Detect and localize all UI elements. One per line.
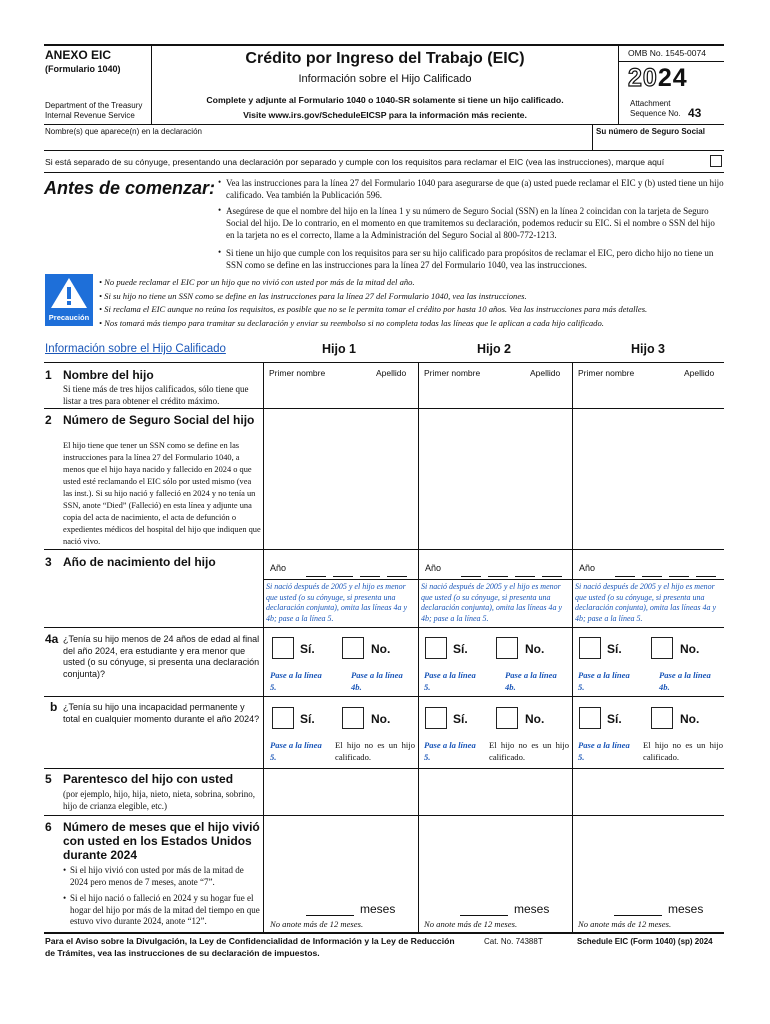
child-3-4a-yes-label: Sí. [607,642,622,656]
form-id: ANEXO EIC [45,48,112,62]
child-3-4b-yes-label: Sí. [607,712,622,726]
caution-box [45,274,93,326]
child-3-4a-yes-note: Pase a la línea 5. [578,670,630,692]
child-3-4a-no-label: No. [680,642,700,656]
child-3-months-field[interactable] [614,902,662,916]
bullet-dot: • [218,205,222,215]
child-2-4a-yes-checkbox[interactable] [425,637,447,659]
child-1-4b-no-label: No. [371,712,391,726]
caution-item-3: • Si reclama el EIC aunque no reúna los requisitos, es posible que no se le permita tomar el crédito por hasta 10 años. Vea las instrucciones para más detalles. [99,304,648,315]
child-2-4b-no-label: No. [525,712,545,726]
child-1-4b-yes-note: Pase a la línea 5. [270,740,322,762]
caution-list [99,276,725,330]
attachment-label: Attachment [630,99,671,108]
child-3-months-label: meses [668,902,704,916]
visit-instruction: Visite www.irs.gov/ScheduleEICSP para la información más reciente. [243,110,527,120]
line-5-title: Parentesco del hijo con usted [63,772,234,786]
footer-notice: Para el Aviso sobre la Divulgación, la Ley de Confidencialidad de Información y la Ley de Reducción de Trámites, vea las instrucciones de su declaración de impuestos. [45,936,455,958]
child-2-months-note: No anote más de 12 meses. [424,919,518,929]
child-2-4a-no-label: No. [525,642,545,656]
warning-icon [45,274,93,314]
child-3-ssn-field[interactable] [574,412,724,546]
line-2-title: Número de Seguro Social del hijo [63,413,255,427]
child-1-4a-no-checkbox[interactable] [342,637,364,659]
child-3-4a-no-checkbox[interactable] [651,637,673,659]
child-2-4a-yes-note: Pase a la línea 5. [424,670,476,692]
child-1-4a-yes-label: Sí. [300,642,315,656]
form-subid: (Formulario 1040) [45,64,121,74]
child-1-months-field[interactable] [306,902,354,916]
line-5-number: 5 [45,772,52,786]
bullet-dot: • [63,865,67,875]
child-1-4b-no-note: El hijo no es un hijo calificado. [335,740,415,762]
tax-year [628,64,688,93]
form-subtitle: Información sobre el Hijo Calificado [298,73,472,85]
child-2-4b-yes-checkbox[interactable] [425,707,447,729]
before-bullet-3: Si tiene un hijo que cumple con los requisitos para ser su hijo calificado para propósitos de reclamar el EIC, pero dicho hijo no tiene un SSN como se define en las instrucciones para la línea 27 del Formulario 1040, vea las instrucciones. [226,248,714,270]
child-2-last-name-label: Apellido [530,368,561,378]
dept-treasury: Department of the Treasury [45,101,143,110]
child-3-relationship-field[interactable] [574,772,724,812]
child-1-months-label: meses [360,902,396,916]
child-1-last-name-label: Apellido [376,368,407,378]
line-5-desc: (por ejemplo, hijo, hija, nieto, nieta, sobrina, sobrino, hijo de crianza elegible, etc.) [63,789,255,811]
line-2-number: 2 [45,413,52,427]
child-1-name-field[interactable] [265,380,416,406]
child-2-header: Hijo 2 [476,342,512,356]
footer-schedule: Schedule EIC (Form 1040) (sp) 2024 [577,937,713,946]
child-3-year-field[interactable] [615,563,719,577]
child-2-4b-no-note: El hijo no es un hijo calificado. [489,740,569,762]
omb-number: OMB No. 1545-0074 [628,48,706,58]
line-1-title: Nombre del hijo [63,368,154,382]
caution-item-1: • No puede reclamar el EIC por un hijo que no vivió con usted por más de la mitad del año. [99,277,415,287]
child-1-ssn-field[interactable] [265,412,416,546]
child-3-name-field[interactable] [574,380,724,406]
form-title: Crédito por Ingreso del Trabajo (EIC) [245,50,525,67]
line-3-number: 3 [45,555,52,569]
child-2-months-label: meses [514,902,550,916]
child-2-4b-yes-note: Pase a la línea 5. [424,740,476,762]
line-4b-number: b [50,700,58,714]
child-1-4b-no-checkbox[interactable] [342,707,364,729]
separated-checkbox[interactable] [710,155,722,167]
child-2-name-field[interactable] [420,380,570,406]
child-1-4b-yes-label: Sí. [300,712,315,726]
child-3-4b-no-label: No. [680,712,700,726]
child-1-4a-no-label: No. [371,642,391,656]
child-2-year-label: Año [425,563,442,573]
dept-irs: Internal Revenue Service [45,111,135,120]
child-2-relationship-field[interactable] [420,772,570,812]
child-3-first-name-label: Primer nombre [578,368,635,378]
child-3-4b-no-checkbox[interactable] [651,707,673,729]
child-2-first-name-label: Primer nombre [424,368,481,378]
sequence-number: 43 [688,106,702,120]
line-1-desc: Si tiene más de tres hijos calificados, sólo tiene que listar a tres para obtener el crédito máximo. [63,384,249,406]
child-3-4b-yes-note: Pase a la línea 5. [578,740,630,762]
line-2-desc: El hijo tiene que tener un SSN como se define en las instrucciones para la línea 27 del Formulario 1040, a menos que el hijo haya nacido y fallecido en 2024 o que usted esté reclamando el EIC sólo por usted mismo (vea las inst.). Si su hijo nació y falleció en 2024 y no tenía un SSN, anote “Died” (Falleció) en esta línea y adjunte una copia del acta de nacimiento, el acta de defunción o expedientes médicos del hospital del hijo que indiquen que nació vivo. [63,441,261,546]
child-2-line-3-note: Si nació después de 2005 y el hijo es menor que usted (o su cónyuge, si presenta una declaración conjunta), omita las líneas 4a y 4b; pase a la línea 5. [421,582,563,623]
child-3-months-note: No anote más de 12 meses. [578,919,672,929]
child-1-4a-yes-checkbox[interactable] [272,637,294,659]
names-label: Nombre(s) que aparece(n) en la declaración [45,127,202,136]
line-6-number: 6 [45,820,52,834]
bullet-dot: • [63,893,67,903]
ssn-label: Su número de Seguro Social [596,127,705,136]
line-4a-question: ¿Tenía su hijo menos de 24 años de edad al final del año 2024, era estudiante y era menor que usted (o su cónyuge, si presenta una declaración conjunta)? [63,634,260,679]
child-1-header: Hijo 1 [321,342,357,356]
before-heading: Antes de comenzar: [44,178,216,198]
child-3-4b-yes-checkbox[interactable] [579,707,601,729]
child-1-year-field[interactable] [306,563,410,577]
child-3-4a-no-note: Pase a la línea 4b. [659,670,711,692]
child-2-months-field[interactable] [460,902,508,916]
line-6-bullet-2: Si el hijo nació o falleció en 2024 y su hogar fue el hogar del hijo por más de la mitad del tiempo en que estuvo vivo durante 2024, anote “12”. [70,893,260,926]
child-3-header: Hijo 3 [630,342,666,356]
line-3-title: Año de nacimiento del hijo [63,555,216,569]
child-1-relationship-field[interactable] [265,772,416,812]
line-1-number: 1 [45,368,52,382]
child-1-4a-no-note: Pase a la línea 4b. [351,670,403,692]
child-1-4a-yes-note: Pase a la línea 5. [270,670,322,692]
child-1-year-label: Año [270,563,287,573]
child-2-4a-no-checkbox[interactable] [496,637,518,659]
complete-instruction: Complete y adjunte al Formulario 1040 o 1040-SR solamente si tiene un hijo calificado. [206,95,564,105]
child-2-4b-no-checkbox[interactable] [496,707,518,729]
child-3-last-name-label: Apellido [684,368,715,378]
child-2-4a-no-note: Pase a la línea 4b. [505,670,557,692]
tax-year-outline: 20 [628,64,658,92]
child-3-4a-yes-checkbox[interactable] [579,637,601,659]
bullet-dot: • [218,177,222,187]
child-3-4b-no-note: El hijo no es un hijo calificado. [643,740,723,762]
line-6-title: Número de meses que el hijo vivió con usted en los Estados Unidos durante 2024 [63,820,260,862]
caution-item-4: • Nos tomará más tiempo para tramitar su declaración y enviar su reembolso si no completa todas las líneas que le aplican a cada hijo calificado. [99,317,604,328]
bullet-dot: • [218,247,222,257]
caution-label: Precaución [48,313,90,322]
sequence-label: Sequence No. [630,109,681,118]
child-1-months-note: No anote más de 12 meses. [270,919,364,929]
child-2-ssn-field[interactable] [420,412,570,546]
before-bullet-1: Vea las instrucciones para la línea 27 del Formulario 1040 para asegurarse de que (a) usted puede reclamar el EIC y (b) usted tiene un hijo calificado. Vea también la Publicación 596. [226,178,724,200]
child-1-first-name-label: Primer nombre [269,368,326,378]
line-4a-number: 4a [45,632,59,646]
child-2-year-field[interactable] [461,563,565,577]
line-6-bullet-1: Si el hijo vivió con usted por más de la mitad de 2024 pero menos de 7 meses, anote “7”. [70,865,244,887]
caution-item-2: • Si su hijo no tiene un SSN como se define en las instrucciones para la línea 27 del Formulario 1040, vea las instrucciones. [99,290,527,301]
child-2-4b-yes-label: Sí. [453,712,468,726]
before-bullet-2: Asegúrese de que el nombre del hijo en la línea 1 y su número de Seguro Social (SSN) en la línea 2 coincidan con la tarjeta de Seguro Social del hijo. De lo contrario, en el momento en que tramitemos su declaración, podemos reducir su EIC. Si el nombre o SSN del hijo en la tarjeta no es el correcto, llame a la Administración del Seguro Social al 800-772-1213. [226,206,715,240]
child-1-line-3-note: Si nació después de 2005 y el hijo es menor que usted (o su cónyuge, si presenta una declaración conjunta), omita las líneas 4a y 4b; pase a la línea 5. [266,582,408,623]
tax-year-bold: 24 [657,64,688,92]
catalog-number: Cat. No. 74388T [484,937,543,946]
separated-statement: Si está separado de su cónyuge, presentando una declaración por separado y cumple con los requisitos para reclamar el EIC (vea las instrucciones), marque aquí [45,157,665,167]
child-3-year-label: Año [579,563,596,573]
child-3-line-3-note: Si nació después de 2005 y el hijo es menor que usted (o su cónyuge, si presenta una declaración conjunta), omita las líneas 4a y 4b; pase a la línea 5. [575,582,717,623]
child-2-4a-yes-label: Sí. [453,642,468,656]
line-4b-question: ¿Tenía su hijo una incapacidad permanente y total en cualquier momento durante el año 2024? [63,702,260,724]
section-title: Información sobre el Hijo Calificado [45,343,226,355]
child-1-4b-yes-checkbox[interactable] [272,707,294,729]
